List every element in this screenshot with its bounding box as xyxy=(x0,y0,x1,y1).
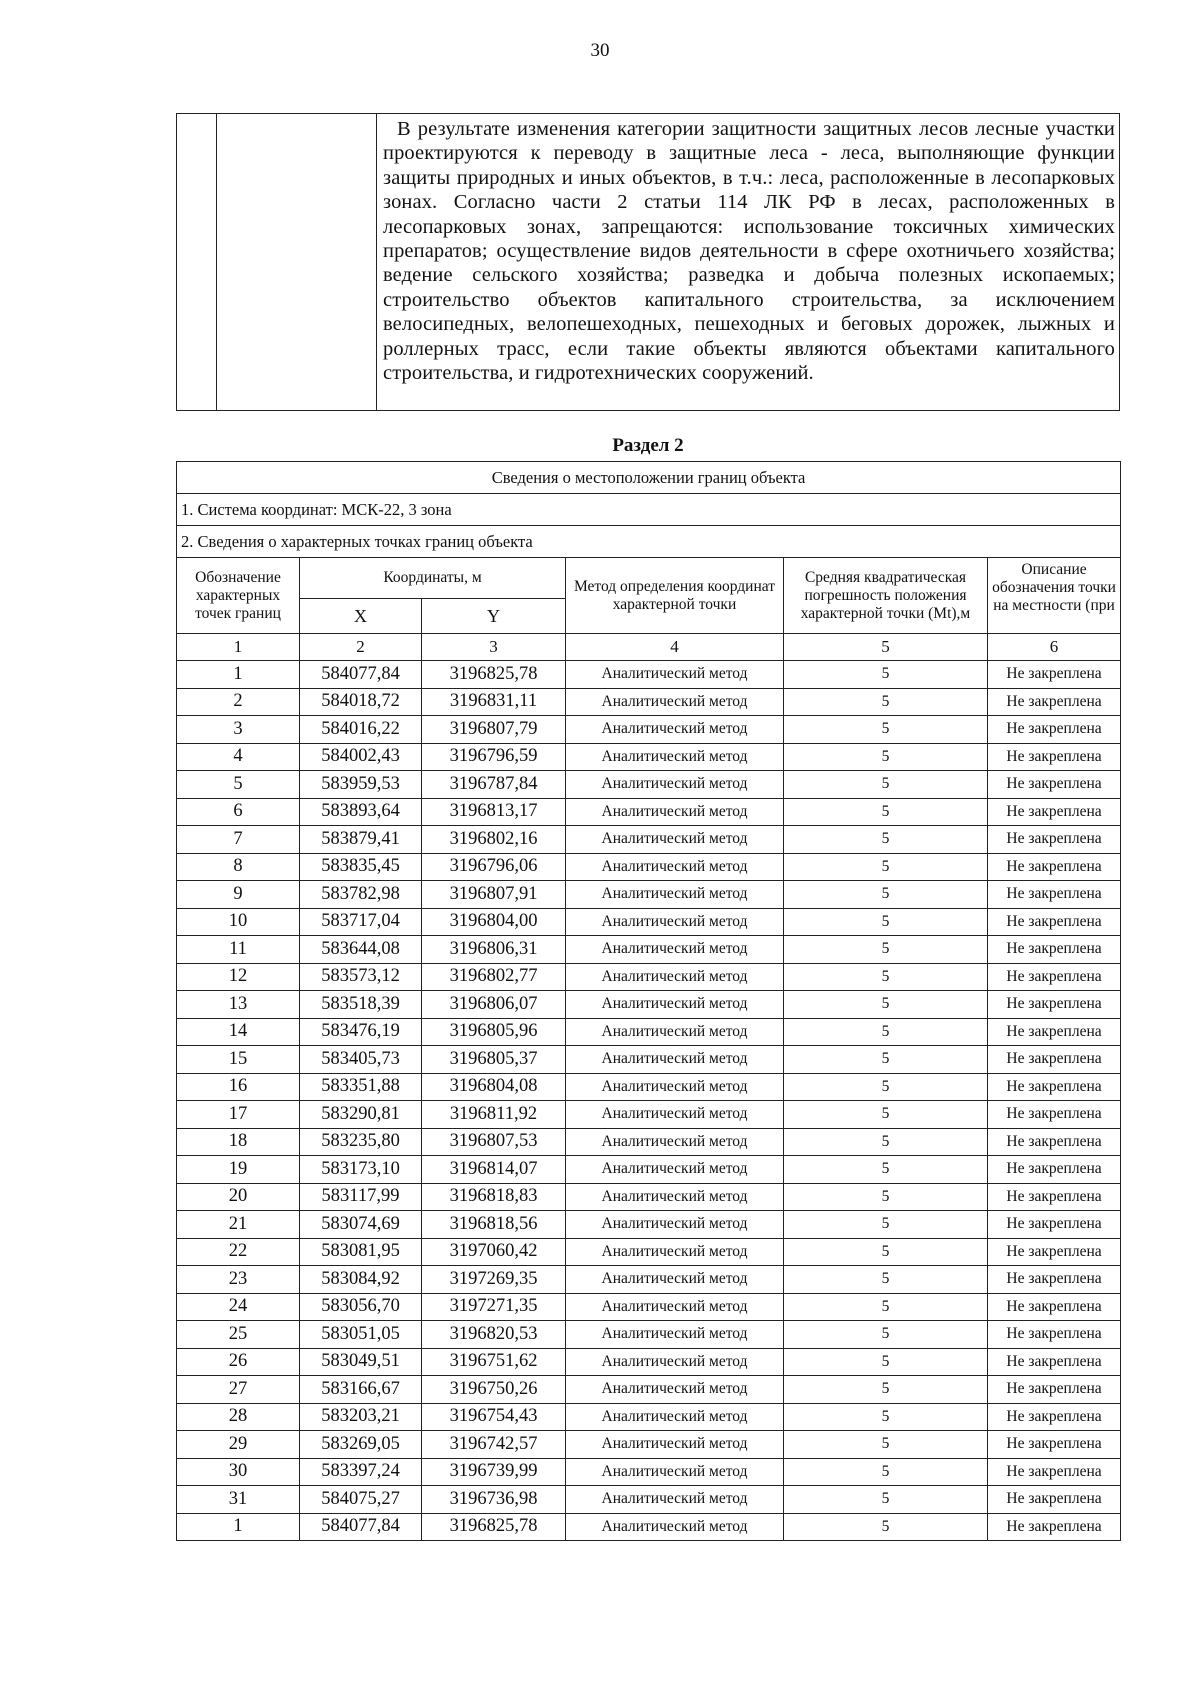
x-coordinate-cell: 583879,41 xyxy=(300,826,422,854)
x-coordinate-cell: 584018,72 xyxy=(300,688,422,716)
error-cell: 5 xyxy=(784,1211,988,1239)
restrictions-paragraph: В результате изменения категории защитности защитных лесов лесные участки проектируются к переводу в защитные леса - леса, выполняющие функции защиты природных и иных объектов, в т.ч.: леса, расположенные в лесопарковых зонах. Согласно части 2 статьи 114 ЛК РФ в лесах, расположенных в лесопарковых зонах, запрещаются: использование токсичных химических препаратов; осуществление видов деятельности в сфере охотничьего хозяйства; ведение сельского хозяйства; разведка и добыча полезных ископаемых; строительство объектов капитального строительства, за исключением велосипедных, велопешеходных, пешеходных и беговых дорожек, лыжных и роллерных трасс, если такие объекты являются объектами капитального строительства, и гидротехнических сооружений. xyxy=(383,118,1115,385)
y-coordinate-cell: 3196751,62 xyxy=(422,1348,566,1376)
point-number-cell: 1 xyxy=(177,661,300,689)
y-coordinate-cell: 3196805,37 xyxy=(422,1046,566,1074)
point-number-cell: 20 xyxy=(177,1183,300,1211)
description-cell: Не закреплена xyxy=(988,936,1121,964)
method-cell: Аналитический метод xyxy=(566,1321,784,1349)
x-coordinate-cell: 583117,99 xyxy=(300,1183,422,1211)
description-cell: Не закреплена xyxy=(988,1321,1121,1349)
method-cell: Аналитический метод xyxy=(566,716,784,744)
point-number-cell: 30 xyxy=(177,1458,300,1486)
y-coordinate-cell: 3196820,53 xyxy=(422,1321,566,1349)
y-coordinate-cell: 3196736,98 xyxy=(422,1486,566,1514)
table-row xyxy=(177,1211,1121,1239)
description-cell: Не закреплена xyxy=(988,1073,1121,1101)
table-row xyxy=(177,1073,1121,1101)
method-cell: Аналитический метод xyxy=(566,1101,784,1129)
x-coordinate-cell: 583959,53 xyxy=(300,771,422,799)
method-cell: Аналитический метод xyxy=(566,826,784,854)
point-number-cell: 3 xyxy=(177,716,300,744)
description-cell: Не закреплена xyxy=(988,1266,1121,1294)
table-row xyxy=(177,1156,1121,1184)
error-cell: 5 xyxy=(784,1266,988,1294)
table-row xyxy=(177,963,1121,991)
point-number-cell: 14 xyxy=(177,1018,300,1046)
y-coordinate-cell: 3196825,78 xyxy=(422,661,566,689)
method-cell: Аналитический метод xyxy=(566,743,784,771)
description-cell: Не закреплена xyxy=(988,661,1121,689)
table-row xyxy=(177,743,1121,771)
empty-cell xyxy=(217,114,377,411)
point-number-cell: 21 xyxy=(177,1211,300,1239)
point-number-cell: 24 xyxy=(177,1293,300,1321)
table-row xyxy=(177,771,1121,799)
description-cell: Не закреплена xyxy=(988,881,1121,909)
description-cell: Не закреплена xyxy=(988,1238,1121,1266)
error-cell: 5 xyxy=(784,1403,988,1431)
points-caption: 2. Сведения о характерных точках границ объекта xyxy=(177,526,1121,558)
column-number: 3 xyxy=(422,634,566,661)
y-coordinate-cell: 3197060,42 xyxy=(422,1238,566,1266)
description-cell: Не закреплена xyxy=(988,1293,1121,1321)
description-cell: Не закреплена xyxy=(988,1101,1121,1129)
y-coordinate-cell: 3197269,35 xyxy=(422,1266,566,1294)
table-row xyxy=(177,991,1121,1019)
point-number-cell: 5 xyxy=(177,771,300,799)
y-coordinate-cell: 3196804,08 xyxy=(422,1073,566,1101)
x-coordinate-cell: 583476,19 xyxy=(300,1018,422,1046)
y-coordinate-cell: 3196813,17 xyxy=(422,798,566,826)
x-coordinate-cell: 583717,04 xyxy=(300,908,422,936)
point-number-cell: 1 xyxy=(177,1513,300,1541)
x-coordinate-cell: 583051,05 xyxy=(300,1321,422,1349)
method-cell: Аналитический метод xyxy=(566,1018,784,1046)
description-cell: Не закреплена xyxy=(988,853,1121,881)
y-coordinate-cell: 3196818,83 xyxy=(422,1183,566,1211)
error-cell: 5 xyxy=(784,1183,988,1211)
point-number-cell: 17 xyxy=(177,1101,300,1129)
method-cell: Аналитический метод xyxy=(566,1266,784,1294)
error-cell: 5 xyxy=(784,1128,988,1156)
column-number: 5 xyxy=(784,634,988,661)
table-row xyxy=(177,1046,1121,1074)
table-row xyxy=(177,1458,1121,1486)
y-coordinate-cell: 3196811,92 xyxy=(422,1101,566,1129)
x-coordinate-cell: 583835,45 xyxy=(300,853,422,881)
method-cell: Аналитический метод xyxy=(566,991,784,1019)
error-cell: 5 xyxy=(784,1431,988,1459)
y-coordinate-cell: 3196818,56 xyxy=(422,1211,566,1239)
x-coordinate-cell: 583893,64 xyxy=(300,798,422,826)
error-cell: 5 xyxy=(784,936,988,964)
error-cell: 5 xyxy=(784,1458,988,1486)
error-cell: 5 xyxy=(784,1513,988,1541)
point-number-cell: 13 xyxy=(177,991,300,1019)
error-cell: 5 xyxy=(784,908,988,936)
table-title: Сведения о местоположении границ объекта xyxy=(177,462,1121,494)
table-row xyxy=(177,1266,1121,1294)
page-number: 30 xyxy=(590,40,610,61)
method-cell: Аналитический метод xyxy=(566,1183,784,1211)
column-number: 1 xyxy=(177,634,300,661)
x-coordinate-cell: 583173,10 xyxy=(300,1156,422,1184)
point-number-cell: 12 xyxy=(177,963,300,991)
method-cell: Аналитический метод xyxy=(566,1376,784,1404)
x-coordinate-cell: 584077,84 xyxy=(300,661,422,689)
method-cell: Аналитический метод xyxy=(566,1156,784,1184)
x-coordinate-cell: 584002,43 xyxy=(300,743,422,771)
x-coordinate-cell: 583644,08 xyxy=(300,936,422,964)
method-cell: Аналитический метод xyxy=(566,853,784,881)
x-coordinate-cell: 583081,95 xyxy=(300,1238,422,1266)
x-coordinate-cell: 583056,70 xyxy=(300,1293,422,1321)
point-number-cell: 8 xyxy=(177,853,300,881)
method-cell: Аналитический метод xyxy=(566,1211,784,1239)
error-cell: 5 xyxy=(784,1348,988,1376)
y-coordinate-cell: 3196802,16 xyxy=(422,826,566,854)
column-number: 6 xyxy=(988,634,1121,661)
text-cell xyxy=(377,114,1120,411)
error-cell: 5 xyxy=(784,1293,988,1321)
header-description: Описание обозначения точки на местности (при xyxy=(992,561,1116,614)
method-cell: Аналитический метод xyxy=(566,1046,784,1074)
error-cell: 5 xyxy=(784,1046,988,1074)
header-description-cell xyxy=(988,558,1121,634)
table-row xyxy=(177,1348,1121,1376)
y-coordinate-cell: 3196805,96 xyxy=(422,1018,566,1046)
error-cell: 5 xyxy=(784,1321,988,1349)
error-cell: 5 xyxy=(784,963,988,991)
method-cell: Аналитический метод xyxy=(566,798,784,826)
error-cell: 5 xyxy=(784,743,988,771)
table-row xyxy=(177,853,1121,881)
point-number-cell: 10 xyxy=(177,908,300,936)
method-cell: Аналитический метод xyxy=(566,936,784,964)
table-row xyxy=(177,936,1121,964)
error-cell: 5 xyxy=(784,661,988,689)
x-coordinate-cell: 583166,67 xyxy=(300,1376,422,1404)
error-cell: 5 xyxy=(784,853,988,881)
point-number-cell: 15 xyxy=(177,1046,300,1074)
method-cell: Аналитический метод xyxy=(566,1458,784,1486)
error-cell: 5 xyxy=(784,716,988,744)
method-cell: Аналитический метод xyxy=(566,661,784,689)
error-cell: 5 xyxy=(784,771,988,799)
text-table xyxy=(176,113,1120,411)
method-cell: Аналитический метод xyxy=(566,1513,784,1541)
y-coordinate-cell: 3196806,31 xyxy=(422,936,566,964)
table-row xyxy=(177,716,1121,744)
description-cell: Не закреплена xyxy=(988,1156,1121,1184)
method-cell: Аналитический метод xyxy=(566,1293,784,1321)
error-cell: 5 xyxy=(784,1018,988,1046)
table-row xyxy=(177,1101,1121,1129)
x-coordinate-cell: 583782,98 xyxy=(300,881,422,909)
x-coordinate-cell: 583049,51 xyxy=(300,1348,422,1376)
header-error: Средняя квадратическая погрешность положения характерной точки (Mt),м xyxy=(784,558,988,634)
y-coordinate-cell: 3196750,26 xyxy=(422,1376,566,1404)
table-row xyxy=(177,1321,1121,1349)
table-row xyxy=(177,1376,1121,1404)
header-method: Метод определения координат характерной точки xyxy=(566,558,784,634)
table-row xyxy=(177,1018,1121,1046)
error-cell: 5 xyxy=(784,798,988,826)
point-number-cell: 6 xyxy=(177,798,300,826)
method-cell: Аналитический метод xyxy=(566,1486,784,1514)
y-coordinate-cell: 3196796,06 xyxy=(422,853,566,881)
section-heading: Раздел 2 xyxy=(612,435,684,456)
error-cell: 5 xyxy=(784,1376,988,1404)
error-cell: 5 xyxy=(784,1238,988,1266)
y-coordinate-cell: 3196754,43 xyxy=(422,1403,566,1431)
y-coordinate-cell: 3196787,84 xyxy=(422,771,566,799)
table-row xyxy=(177,1513,1121,1541)
method-cell: Аналитический метод xyxy=(566,688,784,716)
point-number-cell: 28 xyxy=(177,1403,300,1431)
description-cell: Не закреплена xyxy=(988,1211,1121,1239)
point-number-cell: 2 xyxy=(177,688,300,716)
table-row xyxy=(177,1403,1121,1431)
x-coordinate-cell: 584077,84 xyxy=(300,1513,422,1541)
table-row xyxy=(177,1128,1121,1156)
description-cell: Не закреплена xyxy=(988,688,1121,716)
table-row xyxy=(177,1238,1121,1266)
column-number: 4 xyxy=(566,634,784,661)
x-coordinate-cell: 583235,80 xyxy=(300,1128,422,1156)
method-cell: Аналитический метод xyxy=(566,1128,784,1156)
point-number-cell: 31 xyxy=(177,1486,300,1514)
table-row xyxy=(177,826,1121,854)
description-cell: Не закреплена xyxy=(988,1183,1121,1211)
table-row xyxy=(177,1293,1121,1321)
error-cell: 5 xyxy=(784,1101,988,1129)
y-coordinate-cell: 3196807,53 xyxy=(422,1128,566,1156)
error-cell: 5 xyxy=(784,881,988,909)
y-coordinate-cell: 3196742,57 xyxy=(422,1431,566,1459)
method-cell: Аналитический метод xyxy=(566,1073,784,1101)
description-cell: Не закреплена xyxy=(988,1458,1121,1486)
method-cell: Аналитический метод xyxy=(566,908,784,936)
y-coordinate-cell: 3196796,59 xyxy=(422,743,566,771)
error-cell: 5 xyxy=(784,1156,988,1184)
description-cell: Не закреплена xyxy=(988,1376,1121,1404)
method-cell: Аналитический метод xyxy=(566,881,784,909)
empty-cell xyxy=(177,114,217,411)
y-coordinate-cell: 3196739,99 xyxy=(422,1458,566,1486)
y-coordinate-cell: 3196825,78 xyxy=(422,1513,566,1541)
y-coordinate-cell: 3196806,07 xyxy=(422,991,566,1019)
x-coordinate-cell: 583405,73 xyxy=(300,1046,422,1074)
table-row xyxy=(177,1183,1121,1211)
y-coordinate-cell: 3196802,77 xyxy=(422,963,566,991)
description-cell: Не закреплена xyxy=(988,963,1121,991)
boundary-points-table xyxy=(176,461,1121,1541)
description-cell: Не закреплена xyxy=(988,1018,1121,1046)
point-number-cell: 9 xyxy=(177,881,300,909)
description-cell: Не закреплена xyxy=(988,798,1121,826)
point-number-cell: 25 xyxy=(177,1321,300,1349)
x-coordinate-cell: 583074,69 xyxy=(300,1211,422,1239)
description-cell: Не закреплена xyxy=(988,743,1121,771)
table-row xyxy=(177,688,1121,716)
method-cell: Аналитический метод xyxy=(566,1238,784,1266)
error-cell: 5 xyxy=(784,688,988,716)
description-cell: Не закреплена xyxy=(988,1431,1121,1459)
description-cell: Не закреплена xyxy=(988,1486,1121,1514)
point-number-cell: 11 xyxy=(177,936,300,964)
x-coordinate-cell: 584016,22 xyxy=(300,716,422,744)
table-row xyxy=(177,908,1121,936)
table-row xyxy=(177,1486,1121,1514)
error-cell: 5 xyxy=(784,991,988,1019)
point-number-cell: 29 xyxy=(177,1431,300,1459)
x-coordinate-cell: 583351,88 xyxy=(300,1073,422,1101)
point-number-cell: 23 xyxy=(177,1266,300,1294)
point-number-cell: 18 xyxy=(177,1128,300,1156)
error-cell: 5 xyxy=(784,826,988,854)
x-coordinate-cell: 583397,24 xyxy=(300,1458,422,1486)
y-coordinate-cell: 3196807,91 xyxy=(422,881,566,909)
description-cell: Не закреплена xyxy=(988,1046,1121,1074)
method-cell: Аналитический метод xyxy=(566,963,784,991)
coordinate-system: 1. Система координат: МСК-22, 3 зона xyxy=(177,494,1121,526)
x-coordinate-cell: 583518,39 xyxy=(300,991,422,1019)
description-cell: Не закреплена xyxy=(988,826,1121,854)
x-coordinate-cell: 583290,81 xyxy=(300,1101,422,1129)
description-cell: Не закреплена xyxy=(988,771,1121,799)
column-number: 2 xyxy=(300,634,422,661)
error-cell: 5 xyxy=(784,1486,988,1514)
description-cell: Не закреплена xyxy=(988,1513,1121,1541)
table-row xyxy=(177,798,1121,826)
description-cell: Не закреплена xyxy=(988,1403,1121,1431)
description-cell: Не закреплена xyxy=(988,1348,1121,1376)
point-number-cell: 7 xyxy=(177,826,300,854)
table-row xyxy=(177,661,1121,689)
header-y: Y xyxy=(422,599,566,634)
y-coordinate-cell: 3197271,35 xyxy=(422,1293,566,1321)
point-number-cell: 22 xyxy=(177,1238,300,1266)
y-coordinate-cell: 3196804,00 xyxy=(422,908,566,936)
y-coordinate-cell: 3196807,79 xyxy=(422,716,566,744)
table-row xyxy=(177,881,1121,909)
header-coordinates: Координаты, м xyxy=(300,558,566,599)
point-number-cell: 19 xyxy=(177,1156,300,1184)
description-cell: Не закреплена xyxy=(988,908,1121,936)
point-number-cell: 4 xyxy=(177,743,300,771)
error-cell: 5 xyxy=(784,1073,988,1101)
method-cell: Аналитический метод xyxy=(566,1348,784,1376)
method-cell: Аналитический метод xyxy=(566,1403,784,1431)
x-coordinate-cell: 583269,05 xyxy=(300,1431,422,1459)
table-row xyxy=(177,1431,1121,1459)
method-cell: Аналитический метод xyxy=(566,771,784,799)
point-number-cell: 26 xyxy=(177,1348,300,1376)
header-x: X xyxy=(300,599,422,634)
y-coordinate-cell: 3196814,07 xyxy=(422,1156,566,1184)
description-cell: Не закреплена xyxy=(988,716,1121,744)
method-cell: Аналитический метод xyxy=(566,1431,784,1459)
header-designation: Обозначение характерных точек границ xyxy=(177,558,300,634)
x-coordinate-cell: 583573,12 xyxy=(300,963,422,991)
point-number-cell: 16 xyxy=(177,1073,300,1101)
point-number-cell: 27 xyxy=(177,1376,300,1404)
y-coordinate-cell: 3196831,11 xyxy=(422,688,566,716)
description-cell: Не закреплена xyxy=(988,1128,1121,1156)
description-cell: Не закреплена xyxy=(988,991,1121,1019)
x-coordinate-cell: 584075,27 xyxy=(300,1486,422,1514)
x-coordinate-cell: 583084,92 xyxy=(300,1266,422,1294)
x-coordinate-cell: 583203,21 xyxy=(300,1403,422,1431)
